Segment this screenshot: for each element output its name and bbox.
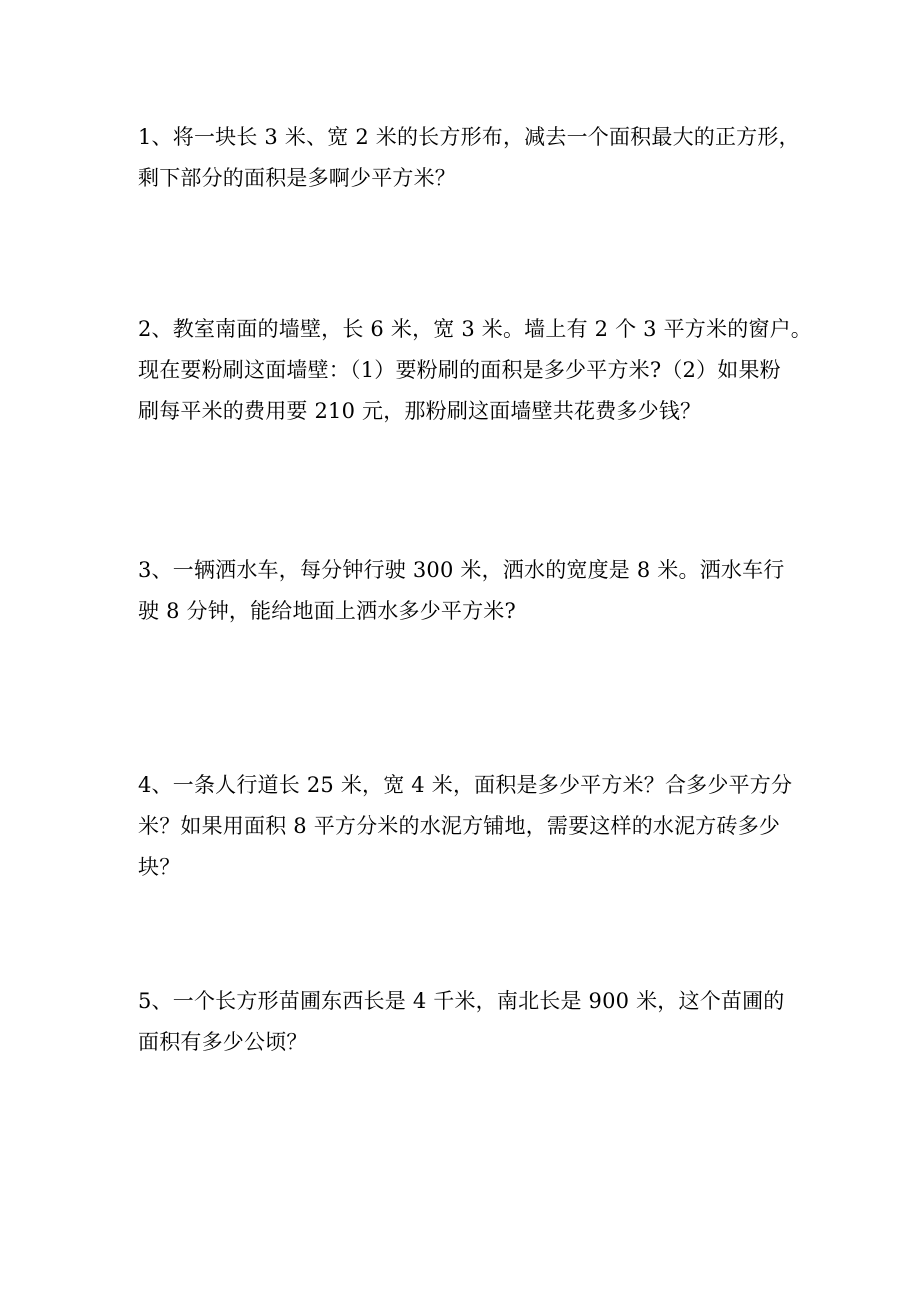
problem-2-line-3: 刷每平米的费用要 210 元，那粉刷这面墙壁共花费多少钱？ — [138, 399, 702, 423]
problem-5 — [138, 981, 786, 1063]
problem-4-line-3: 块？ — [138, 855, 181, 879]
problem-1-line-2: 剩下部分的面积是多啊少平方米？ — [138, 166, 456, 190]
problem-1 — [138, 117, 800, 199]
problem-3-line-2: 驶 8 分钟，能给地面上洒水多少平方米? — [138, 599, 516, 623]
problem-2-line-1: 2、教室南面的墙壁，长 6 米，宽 3 米。墙上有 2 个 3 平方米的窗户。 — [138, 317, 813, 341]
problem-4-line-2: 米？如果用面积 8 平方分米的水泥方铺地，需要这样的水泥方砖多少 — [138, 814, 781, 838]
problem-4 — [138, 765, 793, 888]
problem-5-line-2: 面积有多少公顷？ — [138, 1030, 308, 1054]
problem-2 — [138, 309, 813, 432]
problem-3-line-1: 3、一辆洒水车，每分钟行驶 300 米，洒水的宽度是 8 米。洒水车行 — [138, 558, 785, 582]
problem-2-line-2: 现在要粉刷这面墙壁：（1）要粉刷的面积是多少平方米?（2）如果粉 — [138, 358, 781, 382]
problem-3 — [138, 550, 786, 632]
problem-4-line-1: 4、一条人行道长 25 米，宽 4 米，面积是多少平方米？合多少平方分 — [138, 773, 793, 797]
problem-5-line-1: 5、一个长方形苗圃东西长是 4 千米，南北长是 900 米，这个苗圃的 — [138, 989, 785, 1013]
problem-1-line-1: 1、将一块长 3 米、宽 2 米的长方形布，减去一个面积最大的正方形， — [138, 125, 800, 149]
